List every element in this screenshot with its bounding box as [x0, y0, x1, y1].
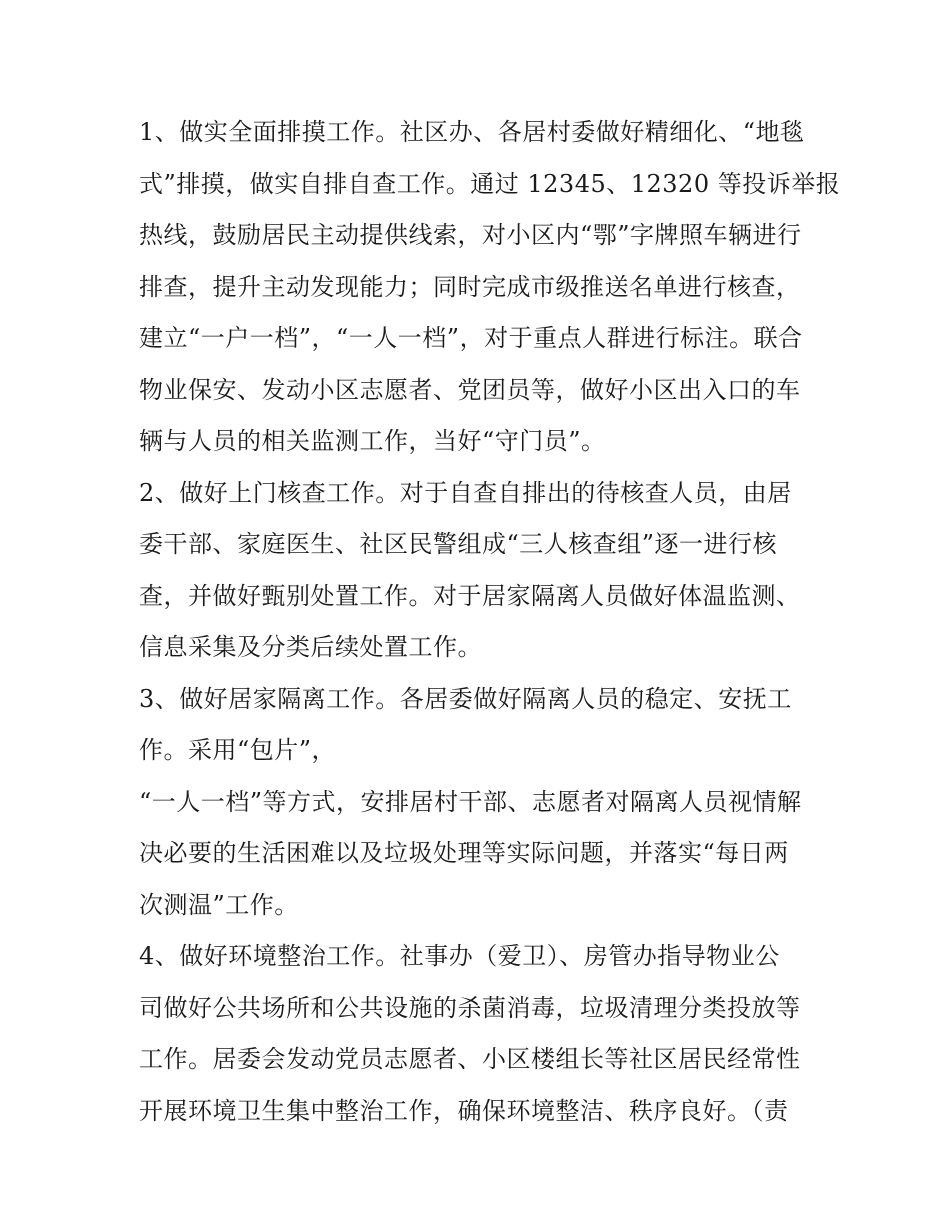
text-line: 开展环境卫生集中整治工作，确保环境整洁、秩序良好。（责 — [139, 1096, 789, 1125]
text-line: “一人一档”等方式，安排居村干部、志愿者对隔离人员视情解 — [139, 787, 802, 816]
text-line: 司做好公共场所和公共设施的杀菌消毒，垃圾清理分类投放等 — [139, 993, 801, 1022]
text-line: 排查，提升主动发现能力；同时完成市级推送名单进行核查， — [139, 272, 801, 301]
text-line: 工作。居委会发动党员志愿者、小区楼组长等社区居民经常性 — [139, 1045, 801, 1073]
text-line: 作。采用“包片”， — [139, 736, 337, 764]
text-line: 辆与人员的相关监测工作，当好“守门员”。 — [139, 427, 606, 455]
text-line: 建立“一户一档”，“一人一档”，对于重点人群进行标注。联合 — [139, 324, 803, 352]
text-line: 3、做好居家隔离工作。各居委做好隔离人员的稳定、安抚工 — [139, 684, 792, 713]
text-line: 4、做好环境整治工作。社事办（爱卫）、房管办指导物业公 — [139, 942, 780, 970]
text-line: 信息采集及分类后续处置工作。 — [139, 633, 482, 661]
text-line: 查，并做好甄别处置工作。对于居家隔离人员做好体温监测、 — [139, 581, 801, 610]
text-line: 式”排摸，做实自排自查工作。通过 12345、12320 等投诉举报 — [139, 169, 841, 198]
text-line: 次测温”工作。 — [139, 890, 299, 919]
text-line: 热线，鼓励居民主动提供线索，对小区内“鄂”字牌照车辆进行 — [139, 221, 802, 249]
text-line: 物业保安、发动小区志愿者、党团员等，做好小区出入口的车 — [139, 375, 801, 404]
text-line: 委干部、家庭医生、社区民警组成“三人核查组”逐一进行核 — [139, 530, 778, 558]
text-line: 1、做实全面排摸工作。社区办、各居村委做好精细化、“地毯 — [139, 118, 805, 146]
text-line: 2、做好上门核查工作。对于自查自排出的待核查人员，由居 — [139, 478, 792, 507]
text-line: 决必要的生活困难以及垃圾处理等实际问题，并落实“每日两 — [139, 839, 789, 867]
document-body — [139, 107, 841, 1137]
